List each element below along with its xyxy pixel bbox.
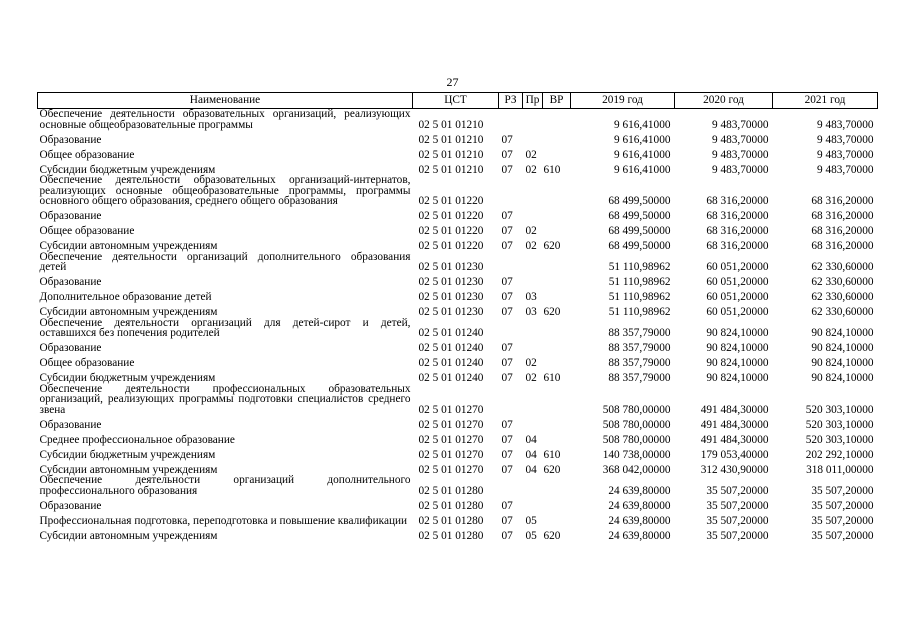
row-rz: 07 bbox=[501, 433, 513, 446]
table-header bbox=[38, 93, 878, 109]
table-row bbox=[38, 207, 878, 222]
header-pr: Пр bbox=[523, 93, 543, 109]
row-rz: 07 bbox=[501, 225, 513, 237]
row-pr: 03 bbox=[525, 306, 537, 318]
row-2021: 202 292,10000 bbox=[805, 448, 874, 461]
row-2019: 24 639,80000 bbox=[608, 514, 671, 527]
row-2020: 60 051,20000 bbox=[706, 306, 769, 318]
row-2021: 9 483,70000 bbox=[817, 163, 874, 176]
row-vr bbox=[543, 475, 571, 496]
row-2020: 491 484,30000 bbox=[700, 418, 769, 431]
row-pr bbox=[523, 384, 543, 416]
row-name: Общее образование bbox=[39, 225, 135, 237]
row-cst: 02 5 01 01220 bbox=[418, 195, 484, 207]
row-vr bbox=[543, 288, 571, 303]
row-2020: 9 483,70000 bbox=[712, 118, 769, 131]
row-name: Общее образование bbox=[39, 148, 135, 161]
row-vr bbox=[543, 354, 571, 369]
row-rz: 07 bbox=[501, 163, 513, 176]
row-rz: 07 bbox=[501, 210, 513, 222]
table-row bbox=[38, 175, 878, 207]
row-2021: 68 316,20000 bbox=[811, 195, 874, 207]
row-2020: 68 316,20000 bbox=[706, 195, 769, 207]
row-rz: 07 bbox=[501, 529, 513, 542]
row-2021: 90 824,10000 bbox=[811, 342, 874, 354]
row-2021: 35 507,20000 bbox=[811, 499, 874, 512]
row-pr: 05 bbox=[525, 529, 537, 542]
row-rz: 07 bbox=[501, 306, 513, 318]
table-row bbox=[38, 273, 878, 288]
row-2020: 491 484,30000 bbox=[700, 433, 769, 446]
row-name: Образование bbox=[39, 276, 102, 288]
row-rz: 07 bbox=[501, 463, 513, 476]
row-2020: 68 316,20000 bbox=[706, 225, 769, 237]
header-cst: ЦСТ bbox=[413, 93, 499, 109]
row-2020: 90 824,10000 bbox=[706, 327, 769, 339]
row-rz: 07 bbox=[501, 418, 513, 431]
row-rz bbox=[499, 384, 523, 416]
row-2020: 9 483,70000 bbox=[712, 148, 769, 161]
row-2021: 35 507,20000 bbox=[811, 529, 874, 542]
row-2021: 35 507,20000 bbox=[811, 484, 874, 497]
row-cst: 02 5 01 01240 bbox=[418, 372, 484, 384]
row-vr bbox=[543, 252, 571, 273]
row-2020: 35 507,20000 bbox=[706, 529, 769, 542]
row-pr: 02 bbox=[525, 357, 537, 369]
row-2019: 51 110,98962 bbox=[608, 276, 671, 288]
row-2020: 491 484,30000 bbox=[700, 403, 769, 416]
table-row bbox=[38, 460, 878, 475]
table-row bbox=[38, 475, 878, 496]
row-rz bbox=[499, 252, 523, 273]
row-name: Обеспечение деятельности организаций дополнительного профессионального образования bbox=[39, 474, 411, 497]
table-row bbox=[38, 445, 878, 460]
row-cst: 02 5 01 01230 bbox=[418, 261, 484, 273]
row-cst: 02 5 01 01280 bbox=[418, 484, 484, 497]
row-cst: 02 5 01 01210 bbox=[418, 118, 484, 131]
row-2019: 9 616,41000 bbox=[614, 118, 671, 131]
table-row bbox=[38, 354, 878, 369]
row-rz: 07 bbox=[501, 357, 513, 369]
row-vr: 610 bbox=[543, 372, 561, 384]
row-2019: 68 499,50000 bbox=[608, 210, 671, 222]
row-cst: 02 5 01 01220 bbox=[418, 210, 484, 222]
header-2021: 2021 год bbox=[773, 93, 878, 109]
table-row bbox=[38, 430, 878, 445]
page-number: 27 bbox=[446, 75, 459, 89]
row-cst: 02 5 01 01220 bbox=[418, 225, 484, 237]
row-cst: 02 5 01 01270 bbox=[418, 433, 484, 446]
row-cst: 02 5 01 01240 bbox=[418, 342, 484, 354]
row-pr: 05 bbox=[525, 514, 537, 527]
header-2020: 2020 год bbox=[675, 93, 773, 109]
row-2019: 68 499,50000 bbox=[608, 240, 671, 252]
row-name: Субсидии автономным учреждениям bbox=[39, 306, 218, 318]
table-row bbox=[38, 526, 878, 541]
row-pr bbox=[523, 415, 543, 430]
row-2021: 68 316,20000 bbox=[811, 225, 874, 237]
row-rz bbox=[499, 175, 523, 207]
row-vr bbox=[543, 222, 571, 237]
row-2019: 88 357,79000 bbox=[608, 357, 671, 369]
row-rz: 07 bbox=[501, 499, 513, 512]
row-2021: 90 824,10000 bbox=[811, 357, 874, 369]
row-2020: 35 507,20000 bbox=[706, 484, 769, 497]
table-row bbox=[38, 303, 878, 318]
row-vr: 620 bbox=[543, 463, 561, 476]
row-cst: 02 5 01 01270 bbox=[418, 463, 484, 476]
header-rz: РЗ bbox=[499, 93, 523, 109]
row-2019: 508 780,00000 bbox=[602, 403, 671, 416]
row-2021: 9 483,70000 bbox=[817, 133, 874, 146]
row-pr bbox=[523, 109, 543, 131]
row-name: Образование bbox=[39, 342, 102, 354]
row-name: Обеспечение деятельности образовательных организаций-интернатов, реализующих основные общеобразовательные программы, программы основного общего образования, среднего общего образования bbox=[39, 174, 411, 207]
row-2019: 24 639,80000 bbox=[608, 484, 671, 497]
row-name: Образование bbox=[39, 499, 102, 512]
row-cst: 02 5 01 01230 bbox=[418, 276, 484, 288]
row-cst: 02 5 01 01210 bbox=[418, 133, 484, 146]
row-2021: 62 330,60000 bbox=[811, 291, 874, 303]
row-pr bbox=[523, 475, 543, 496]
table-row bbox=[38, 415, 878, 430]
row-pr bbox=[523, 130, 543, 145]
table-body bbox=[38, 109, 878, 542]
table-row bbox=[38, 288, 878, 303]
row-rz bbox=[499, 475, 523, 496]
row-2020: 90 824,10000 bbox=[706, 342, 769, 354]
row-2019: 24 639,80000 bbox=[608, 499, 671, 512]
row-vr bbox=[543, 415, 571, 430]
row-rz: 07 bbox=[501, 240, 513, 252]
row-2020: 9 483,70000 bbox=[712, 163, 769, 176]
table-row bbox=[38, 130, 878, 145]
row-vr: 610 bbox=[543, 448, 561, 461]
row-2020: 68 316,20000 bbox=[706, 210, 769, 222]
row-name: Образование bbox=[39, 133, 102, 146]
row-vr: 620 bbox=[543, 529, 561, 542]
row-2019: 88 357,79000 bbox=[608, 372, 671, 384]
row-cst: 02 5 01 01280 bbox=[418, 529, 484, 542]
row-2019: 508 780,00000 bbox=[602, 433, 671, 446]
table-row bbox=[38, 384, 878, 416]
row-cst: 02 5 01 01280 bbox=[418, 499, 484, 512]
table-row bbox=[38, 222, 878, 237]
row-cst: 02 5 01 01210 bbox=[418, 163, 484, 176]
row-pr bbox=[523, 339, 543, 354]
row-vr bbox=[543, 430, 571, 445]
row-cst: 02 5 01 01210 bbox=[418, 148, 484, 161]
row-2021: 62 330,60000 bbox=[811, 261, 874, 273]
row-2020: 35 507,20000 bbox=[706, 514, 769, 527]
table-row bbox=[38, 145, 878, 160]
row-pr: 03 bbox=[525, 291, 537, 303]
row-cst: 02 5 01 01270 bbox=[418, 418, 484, 431]
table-row bbox=[38, 496, 878, 511]
row-name: Субсидии автономным учреждениям bbox=[39, 529, 218, 542]
row-vr: 610 bbox=[543, 163, 561, 176]
row-cst: 02 5 01 01240 bbox=[418, 327, 484, 339]
row-pr bbox=[523, 273, 543, 288]
row-2019: 68 499,50000 bbox=[608, 195, 671, 207]
row-rz: 07 bbox=[501, 514, 513, 527]
row-name: Обеспечение деятельности профессиональных образовательных организаций, реализующих программы подготовки специалистов среднего звена bbox=[39, 382, 411, 416]
row-2020: 90 824,10000 bbox=[706, 372, 769, 384]
row-vr bbox=[543, 175, 571, 207]
row-2019: 9 616,41000 bbox=[614, 163, 671, 176]
row-name: Образование bbox=[39, 210, 102, 222]
row-rz: 07 bbox=[501, 342, 513, 354]
row-2020: 179 053,40000 bbox=[700, 448, 769, 461]
row-name: Профессиональная подготовка, переподготовка и повышение квалификации bbox=[39, 514, 408, 527]
row-2019: 51 110,98962 bbox=[608, 291, 671, 303]
row-2020: 9 483,70000 bbox=[712, 133, 769, 146]
row-pr: 04 bbox=[525, 463, 537, 476]
row-vr bbox=[543, 339, 571, 354]
row-cst: 02 5 01 01270 bbox=[418, 448, 484, 461]
row-name: Субсидии бюджетным учреждениям bbox=[39, 163, 216, 176]
row-cst: 02 5 01 01230 bbox=[418, 291, 484, 303]
row-2019: 368 042,00000 bbox=[602, 463, 671, 476]
row-pr: 02 bbox=[525, 163, 537, 176]
row-name: Субсидии автономным учреждениям bbox=[39, 240, 218, 252]
row-rz: 07 bbox=[501, 372, 513, 384]
row-pr bbox=[523, 175, 543, 207]
row-vr bbox=[543, 109, 571, 131]
row-2021: 9 483,70000 bbox=[817, 118, 874, 131]
row-2021: 62 330,60000 bbox=[811, 276, 874, 288]
table-row bbox=[38, 339, 878, 354]
row-cst: 02 5 01 01270 bbox=[418, 403, 484, 416]
row-2021: 90 824,10000 bbox=[811, 327, 874, 339]
row-2021: 68 316,20000 bbox=[811, 210, 874, 222]
row-vr bbox=[543, 130, 571, 145]
row-vr bbox=[543, 496, 571, 511]
row-2021: 68 316,20000 bbox=[811, 240, 874, 252]
row-name: Среднее профессиональное образование bbox=[39, 433, 235, 446]
row-vr: 620 bbox=[543, 240, 561, 252]
table-row bbox=[38, 160, 878, 175]
row-vr bbox=[543, 273, 571, 288]
row-2021: 318 011,00000 bbox=[806, 463, 874, 476]
row-2019: 51 110,98962 bbox=[608, 306, 671, 318]
row-2019: 51 110,98962 bbox=[608, 261, 671, 273]
row-pr: 04 bbox=[525, 448, 537, 461]
row-2021: 9 483,70000 bbox=[817, 148, 874, 161]
row-2021: 520 303,10000 bbox=[805, 433, 874, 446]
row-2020: 60 051,20000 bbox=[706, 261, 769, 273]
row-2021: 35 507,20000 bbox=[811, 514, 874, 527]
row-2019: 88 357,79000 bbox=[608, 342, 671, 354]
row-2019: 9 616,41000 bbox=[614, 148, 671, 161]
row-name: Дополнительное образование детей bbox=[39, 291, 212, 303]
row-2019: 68 499,50000 bbox=[608, 225, 671, 237]
row-2019: 24 639,80000 bbox=[608, 529, 671, 542]
row-rz: 07 bbox=[501, 276, 513, 288]
row-rz: 07 bbox=[501, 291, 513, 303]
row-vr bbox=[543, 145, 571, 160]
row-pr: 04 bbox=[525, 433, 537, 446]
row-2021: 520 303,10000 bbox=[805, 403, 874, 416]
row-vr: 620 bbox=[543, 306, 561, 318]
row-vr bbox=[543, 511, 571, 526]
row-rz bbox=[499, 318, 523, 339]
table-row bbox=[38, 252, 878, 273]
row-vr bbox=[543, 318, 571, 339]
row-rz: 07 bbox=[501, 133, 513, 146]
row-pr bbox=[523, 318, 543, 339]
row-2021: 520 303,10000 bbox=[805, 418, 874, 431]
row-pr: 02 bbox=[525, 148, 537, 161]
row-2020: 90 824,10000 bbox=[706, 357, 769, 369]
row-2019: 88 357,79000 bbox=[608, 327, 671, 339]
budget-table bbox=[37, 92, 878, 541]
table-row bbox=[38, 237, 878, 252]
header-row bbox=[38, 93, 878, 109]
row-name: Субсидии бюджетным учреждениям bbox=[39, 372, 216, 384]
row-pr bbox=[523, 207, 543, 222]
row-2019: 140 738,00000 bbox=[602, 448, 671, 461]
row-2019: 9 616,41000 bbox=[614, 133, 671, 146]
header-2019: 2019 год bbox=[571, 93, 675, 109]
row-2020: 60 051,20000 bbox=[706, 276, 769, 288]
table-row bbox=[38, 109, 878, 131]
row-pr bbox=[523, 496, 543, 511]
row-name: Обеспечение деятельности организаций дополнительного образования детей bbox=[39, 250, 411, 273]
row-2020: 312 430,90000 bbox=[700, 463, 769, 476]
row-vr bbox=[543, 207, 571, 222]
header-name: Наименование bbox=[38, 93, 413, 109]
row-rz bbox=[499, 109, 523, 131]
row-pr: 02 bbox=[525, 225, 537, 237]
row-rz: 07 bbox=[501, 448, 513, 461]
table-row bbox=[38, 511, 878, 526]
row-2021: 90 824,10000 bbox=[811, 372, 874, 384]
header-vr: ВР bbox=[543, 93, 571, 109]
row-cst: 02 5 01 01230 bbox=[418, 306, 484, 318]
row-rz: 07 bbox=[501, 148, 513, 161]
row-vr bbox=[543, 384, 571, 416]
row-name: Обеспечение деятельности организаций для детей-сирот и детей, оставшихся без попечения родителей bbox=[39, 316, 411, 339]
row-cst: 02 5 01 01240 bbox=[418, 357, 484, 369]
row-pr: 02 bbox=[525, 240, 537, 252]
row-2019: 508 780,00000 bbox=[602, 418, 671, 431]
row-cst: 02 5 01 01220 bbox=[418, 240, 484, 252]
row-name: Субсидии бюджетным учреждениям bbox=[39, 448, 216, 461]
row-pr bbox=[523, 252, 543, 273]
row-name: Субсидии автономным учреждениям bbox=[39, 463, 218, 476]
row-2020: 60 051,20000 bbox=[706, 291, 769, 303]
row-pr: 02 bbox=[525, 372, 537, 384]
row-2020: 35 507,20000 bbox=[706, 499, 769, 512]
row-name: Образование bbox=[39, 418, 102, 431]
row-2020: 68 316,20000 bbox=[706, 240, 769, 252]
row-name: Обеспечение деятельности образовательных организаций, реализующих основные общеобразовательные программы bbox=[39, 108, 411, 131]
table-row bbox=[38, 318, 878, 339]
row-cst: 02 5 01 01280 bbox=[418, 514, 484, 527]
table-row bbox=[38, 369, 878, 384]
row-name: Общее образование bbox=[39, 357, 135, 369]
row-2021: 62 330,60000 bbox=[811, 306, 874, 318]
